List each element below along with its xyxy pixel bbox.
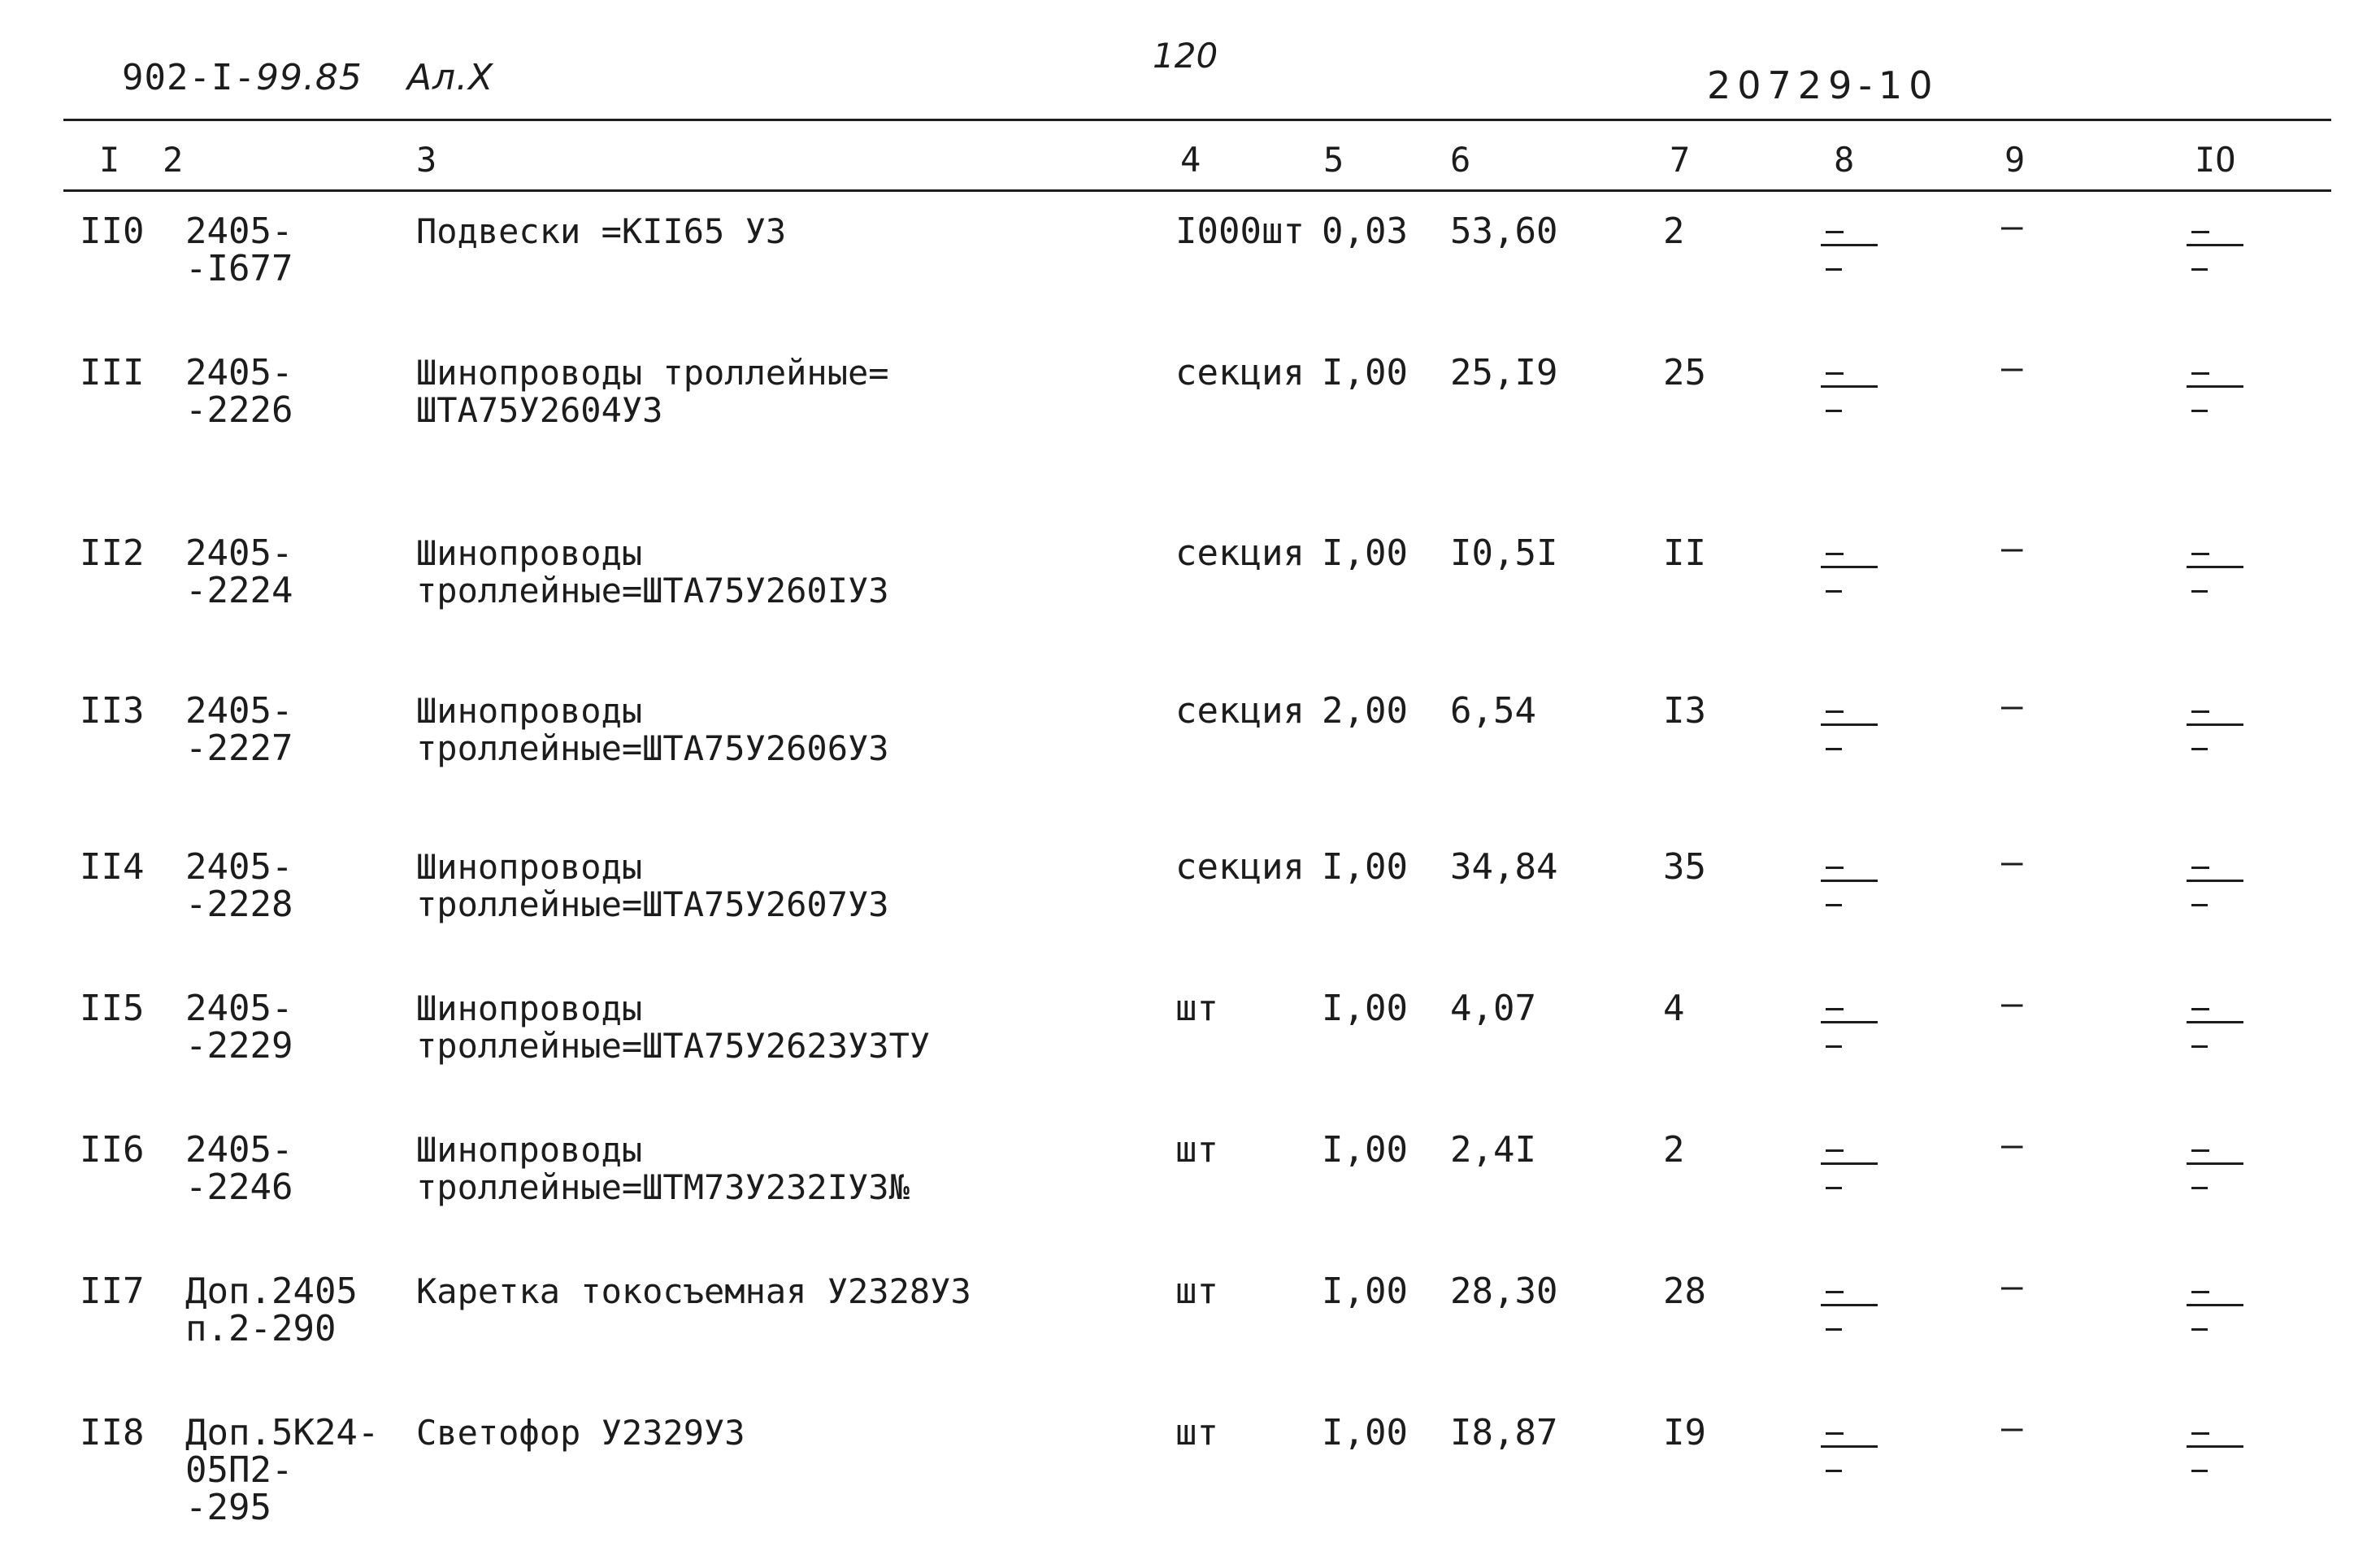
sheet-code: 20729-10 <box>1707 63 1939 107</box>
cell-c9: – <box>2001 1266 2023 1307</box>
document-code-prefix: 902-I- <box>122 57 256 98</box>
col10-dash-mark <box>2187 385 2243 388</box>
cell-unit: шт <box>1175 1271 1218 1312</box>
column-header: 4 <box>1180 140 1201 180</box>
cell-price: 34,84 <box>1450 846 1558 888</box>
col10-dash-mark <box>2191 372 2209 375</box>
col8-dash-mark <box>1821 566 1878 568</box>
cell-total: 35 <box>1663 846 1706 888</box>
column-header: 8 <box>1834 140 1855 180</box>
col10-dash-mark <box>2187 1162 2243 1165</box>
cell-price: I8,87 <box>1450 1412 1558 1453</box>
col8-dash-mark <box>1826 1432 1844 1435</box>
col8-dash-mark <box>1826 904 1842 906</box>
page-number: 120 <box>1153 36 1218 76</box>
col10-dash-mark <box>2191 710 2209 713</box>
cell-unit: I000шт <box>1175 211 1305 252</box>
cell-total: 25 <box>1663 352 1706 393</box>
cell-qty: I,00 <box>1322 988 1408 1029</box>
col8-dash-mark <box>1821 723 1878 726</box>
cell-price: 53,60 <box>1450 211 1558 252</box>
document-code <box>122 57 493 98</box>
col10-dash-mark <box>2187 1445 2243 1448</box>
col10-dash-mark <box>2191 590 2208 593</box>
cell-code: 2405- -2228 <box>185 846 293 925</box>
cell-qty: I,00 <box>1322 532 1408 574</box>
cell-no: III <box>80 352 145 393</box>
col10-dash-mark <box>2191 748 2208 750</box>
cell-c9: – <box>2001 685 2023 727</box>
cell-no: II5 <box>80 988 145 1029</box>
cell-price: 4,07 <box>1450 988 1536 1029</box>
cell-code: 2405- -2227 <box>185 690 293 769</box>
cell-c9: – <box>2001 206 2023 247</box>
col10-dash-mark <box>2191 1432 2209 1435</box>
col10-dash-mark <box>2191 1149 2209 1152</box>
cell-qty: 0,03 <box>1322 211 1408 252</box>
cell-code: 2405- -2226 <box>185 352 293 431</box>
cell-unit: секция <box>1175 532 1305 574</box>
col8-dash-mark <box>1826 1187 1842 1189</box>
column-header: 2 <box>163 140 184 180</box>
cell-price: I0,5I <box>1450 532 1558 574</box>
cell-no: II0 <box>80 211 145 252</box>
cell-qty: I,00 <box>1322 1271 1408 1312</box>
col8-dash-mark <box>1826 748 1842 750</box>
column-header: 9 <box>2004 140 2026 180</box>
col8-dash-mark <box>1826 1470 1842 1472</box>
cell-qty: I,00 <box>1322 352 1408 393</box>
cell-name: Каретка токосъемная У2328УЗ <box>416 1271 971 1311</box>
col10-dash-mark <box>2187 880 2243 882</box>
cell-unit: секция <box>1175 846 1305 888</box>
cell-unit: секция <box>1175 690 1305 732</box>
col8-dash-mark <box>1826 590 1842 593</box>
column-header: 3 <box>416 140 437 180</box>
cell-qty: 2,00 <box>1322 690 1408 732</box>
cell-c9: – <box>2001 1407 2023 1449</box>
cell-qty: I,00 <box>1322 846 1408 888</box>
col10-dash-mark <box>2191 1187 2208 1189</box>
col8-dash-mark <box>1826 1008 1844 1010</box>
cell-code: 2405- -2224 <box>185 532 293 611</box>
cell-name: Светофор У2329УЗ <box>416 1413 745 1453</box>
col8-dash-mark <box>1821 385 1878 388</box>
cell-name: Шинопроводы троллейные=ШТА75У260IУЗ <box>416 533 889 610</box>
document-code-handwritten: 99.85 <box>255 57 363 98</box>
col10-dash-mark <box>2191 1045 2208 1048</box>
cell-name: Подвески =КII65 УЗ <box>416 211 787 251</box>
cell-price: 28,30 <box>1450 1271 1558 1312</box>
cell-price: 2,4I <box>1450 1129 1536 1171</box>
column-header: I <box>99 140 120 180</box>
cell-total: 2 <box>1663 211 1685 252</box>
header-top-rule <box>63 119 2331 121</box>
col10-dash-mark <box>2191 904 2208 906</box>
col10-dash-mark <box>2191 1008 2209 1010</box>
col8-dash-mark <box>1821 1445 1878 1448</box>
col8-dash-mark <box>1826 1328 1842 1331</box>
cell-name: Шинопроводы троллейные=ШТА75У2623УЗТУ <box>416 988 931 1066</box>
cell-unit: шт <box>1175 988 1218 1029</box>
col10-dash-mark <box>2191 1328 2208 1331</box>
col8-dash-mark <box>1826 553 1844 555</box>
column-header: 6 <box>1450 140 1471 180</box>
column-header: 7 <box>1670 140 1691 180</box>
cell-code: 2405- -2229 <box>185 988 293 1067</box>
cell-total: 2 <box>1663 1129 1685 1171</box>
col8-dash-mark <box>1826 231 1844 233</box>
col8-dash-mark <box>1826 1045 1842 1048</box>
cell-total: I3 <box>1663 690 1706 732</box>
cell-c9: – <box>2001 528 2023 569</box>
col10-dash-mark <box>2191 268 2208 271</box>
col8-dash-mark <box>1821 1021 1878 1023</box>
cell-code: 2405- -I677 <box>185 211 293 289</box>
col8-dash-mark <box>1826 1149 1844 1152</box>
cell-no: II3 <box>80 690 145 732</box>
col10-dash-mark <box>2191 1470 2208 1472</box>
column-header: IO <box>2195 140 2236 180</box>
cell-code: Доп.2405 п.2-290 <box>185 1271 358 1349</box>
cell-no: II6 <box>80 1129 145 1171</box>
cell-name: Шинопроводы троллейные=ШТМ73У232IУЗ№ <box>416 1130 910 1207</box>
col10-dash-mark <box>2191 553 2209 555</box>
col8-dash-mark <box>1826 1291 1844 1293</box>
col10-dash-mark <box>2187 1304 2243 1306</box>
cell-unit: шт <box>1175 1412 1218 1453</box>
col10-dash-mark <box>2187 244 2243 246</box>
cell-total: II <box>1663 532 1706 574</box>
col8-dash-mark <box>1826 710 1844 713</box>
col8-dash-mark <box>1826 410 1842 412</box>
cell-name: Шинопроводы троллейные=ШТА75У2607УЗ <box>416 847 889 924</box>
cell-c9: – <box>2001 1124 2023 1166</box>
cell-no: II7 <box>80 1271 145 1312</box>
cell-qty: I,00 <box>1322 1412 1408 1453</box>
cell-qty: I,00 <box>1322 1129 1408 1171</box>
cell-total: I9 <box>1663 1412 1706 1453</box>
cell-name: Шинопроводы троллейные=ШТА75У2606УЗ <box>416 691 889 768</box>
cell-total: 28 <box>1663 1271 1706 1312</box>
cell-total: 4 <box>1663 988 1685 1029</box>
cell-unit: шт <box>1175 1129 1218 1171</box>
cell-price: 6,54 <box>1450 690 1536 732</box>
cell-c9: – <box>2001 347 2023 389</box>
cell-no: II8 <box>80 1412 145 1453</box>
col10-dash-mark <box>2191 1291 2209 1293</box>
col8-dash-mark <box>1826 867 1844 869</box>
col10-dash-mark <box>2191 410 2208 412</box>
cell-name: Шинопроводы троллейные= ШТА75У2604УЗ <box>416 353 889 430</box>
col10-dash-mark <box>2187 566 2243 568</box>
col10-dash-mark <box>2187 723 2243 726</box>
column-header: 5 <box>1323 140 1344 180</box>
col8-dash-mark <box>1826 372 1844 375</box>
cell-unit: секция <box>1175 352 1305 393</box>
col8-dash-mark <box>1826 268 1842 271</box>
cell-c9: – <box>2001 983 2023 1024</box>
col10-dash-mark <box>2191 231 2209 233</box>
col8-dash-mark <box>1821 880 1878 882</box>
col10-dash-mark <box>2187 1021 2243 1023</box>
cell-no: II4 <box>80 846 145 888</box>
col8-dash-mark <box>1821 244 1878 246</box>
cell-code: Доп.5К24- 05П2- -295 <box>185 1412 380 1528</box>
col8-dash-mark <box>1821 1162 1878 1165</box>
cell-code: 2405- -2246 <box>185 1129 293 1208</box>
album-label: Ал.Х <box>406 57 494 98</box>
col8-dash-mark <box>1821 1304 1878 1306</box>
col10-dash-mark <box>2191 867 2209 869</box>
header-bottom-rule <box>63 189 2331 192</box>
cell-c9: – <box>2001 841 2023 883</box>
cell-price: 25,I9 <box>1450 352 1558 393</box>
cell-no: II2 <box>80 532 145 574</box>
